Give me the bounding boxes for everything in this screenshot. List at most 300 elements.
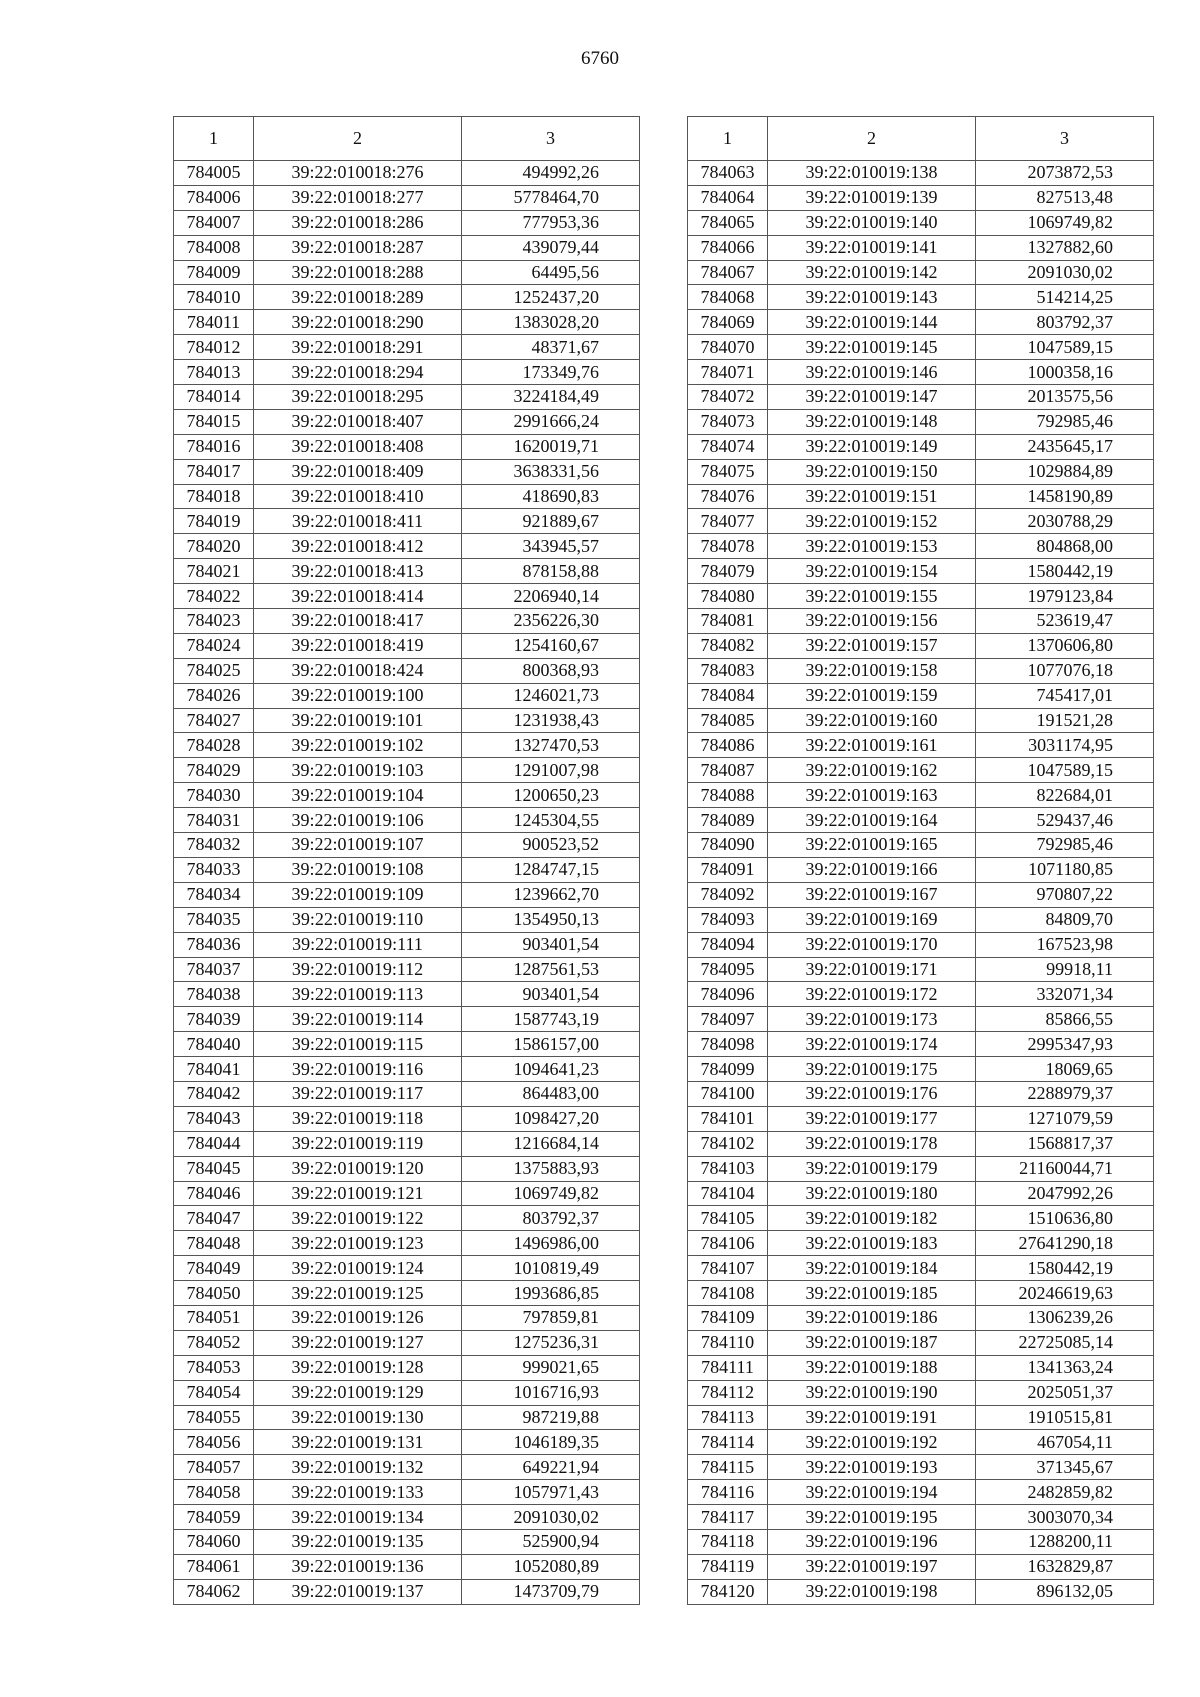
table-row (174, 210, 640, 235)
value-cell: 1047589,15 (976, 758, 1154, 783)
cadastral-number-cell: 39:22:010019:143 (768, 285, 976, 310)
cadastral-number-cell: 39:22:010019:156 (768, 609, 976, 634)
value-cell: 529437,46 (976, 808, 1154, 833)
cadastral-number-cell: 39:22:010018:288 (254, 260, 462, 285)
row-number-cell: 784103 (688, 1156, 768, 1181)
table-row (174, 882, 640, 907)
value-cell: 1284747,15 (462, 857, 640, 882)
table-row (174, 1181, 640, 1206)
table-row (174, 1256, 640, 1281)
cadastral-number-cell: 39:22:010019:161 (768, 733, 976, 758)
value-cell: 1288200,11 (976, 1529, 1154, 1554)
cadastral-number-cell: 39:22:010019:151 (768, 484, 976, 509)
cadastral-number-cell: 39:22:010019:196 (768, 1529, 976, 1554)
row-number-cell: 784033 (174, 857, 254, 882)
value-cell: 2091030,02 (976, 260, 1154, 285)
cadastral-number-cell: 39:22:010019:192 (768, 1430, 976, 1455)
table-row (688, 1355, 1154, 1380)
cadastral-number-cell: 39:22:010019:109 (254, 882, 462, 907)
table-row (688, 1081, 1154, 1106)
cadastral-number-cell: 39:22:010019:129 (254, 1380, 462, 1405)
column-header-3: 3 (462, 117, 640, 161)
cadastral-number-cell: 39:22:010019:187 (768, 1330, 976, 1355)
cadastral-number-cell: 39:22:010019:113 (254, 982, 462, 1007)
value-cell: 1383028,20 (462, 310, 640, 335)
row-number-cell: 784078 (688, 534, 768, 559)
table-row (688, 1554, 1154, 1579)
row-number-cell: 784017 (174, 459, 254, 484)
cadastral-number-cell: 39:22:010019:173 (768, 1007, 976, 1032)
row-number-cell: 784030 (174, 783, 254, 808)
table-row (174, 633, 640, 658)
table-row (174, 1156, 640, 1181)
table-row (688, 882, 1154, 907)
row-number-cell: 784046 (174, 1181, 254, 1206)
table-row (688, 335, 1154, 360)
row-number-cell: 784085 (688, 708, 768, 733)
right-data-table (687, 116, 1154, 1605)
value-cell: 18069,65 (976, 1057, 1154, 1082)
row-number-cell: 784116 (688, 1480, 768, 1505)
row-number-cell: 784091 (688, 857, 768, 882)
table-row (688, 584, 1154, 609)
value-cell: 525900,94 (462, 1529, 640, 1554)
column-header-3: 3 (976, 117, 1154, 161)
cadastral-number-cell: 39:22:010019:127 (254, 1330, 462, 1355)
value-cell: 27641290,18 (976, 1231, 1154, 1256)
cadastral-number-cell: 39:22:010019:154 (768, 559, 976, 584)
value-cell: 22725085,14 (976, 1330, 1154, 1355)
table-row (688, 683, 1154, 708)
cadastral-number-cell: 39:22:010019:117 (254, 1081, 462, 1106)
value-cell: 2356226,30 (462, 609, 640, 634)
value-cell: 1458190,89 (976, 484, 1154, 509)
row-number-cell: 784092 (688, 882, 768, 907)
cadastral-number-cell: 39:22:010019:148 (768, 409, 976, 434)
cadastral-number-cell: 39:22:010019:188 (768, 1355, 976, 1380)
row-number-cell: 784011 (174, 310, 254, 335)
table-row (174, 1032, 640, 1057)
row-number-cell: 784022 (174, 584, 254, 609)
cadastral-number-cell: 39:22:010019:190 (768, 1380, 976, 1405)
cadastral-number-cell: 39:22:010019:167 (768, 882, 976, 907)
cadastral-number-cell: 39:22:010019:125 (254, 1281, 462, 1306)
value-cell: 1291007,98 (462, 758, 640, 783)
table-row (688, 708, 1154, 733)
value-cell: 822684,01 (976, 783, 1154, 808)
value-cell: 804868,00 (976, 534, 1154, 559)
value-cell: 1496986,00 (462, 1231, 640, 1256)
value-cell: 1016716,93 (462, 1380, 640, 1405)
table-row (688, 658, 1154, 683)
table-row (174, 484, 640, 509)
row-number-cell: 784112 (688, 1380, 768, 1405)
row-number-cell: 784035 (174, 907, 254, 932)
value-cell: 3638331,56 (462, 459, 640, 484)
row-number-cell: 784045 (174, 1156, 254, 1181)
table-row (688, 1231, 1154, 1256)
table-row (688, 1380, 1154, 1405)
cadastral-number-cell: 39:22:010018:287 (254, 235, 462, 260)
row-number-cell: 784086 (688, 733, 768, 758)
row-number-cell: 784117 (688, 1505, 768, 1530)
table-row (174, 161, 640, 186)
value-cell: 1057971,43 (462, 1480, 640, 1505)
cadastral-number-cell: 39:22:010019:158 (768, 658, 976, 683)
value-cell: 439079,44 (462, 235, 640, 260)
value-cell: 1341363,24 (976, 1355, 1154, 1380)
cadastral-number-cell: 39:22:010019:115 (254, 1032, 462, 1057)
row-number-cell: 784055 (174, 1405, 254, 1430)
value-cell: 1580442,19 (976, 1256, 1154, 1281)
row-number-cell: 784104 (688, 1181, 768, 1206)
table-row (688, 409, 1154, 434)
value-cell: 332071,34 (976, 982, 1154, 1007)
value-cell: 1979123,84 (976, 584, 1154, 609)
table-row (174, 733, 640, 758)
cadastral-number-cell: 39:22:010019:153 (768, 534, 976, 559)
cadastral-number-cell: 39:22:010018:413 (254, 559, 462, 584)
table-row (174, 310, 640, 335)
cadastral-number-cell: 39:22:010018:414 (254, 584, 462, 609)
row-number-cell: 784006 (174, 185, 254, 210)
table-row (174, 1430, 640, 1455)
table-row (174, 434, 640, 459)
cadastral-number-cell: 39:22:010019:110 (254, 907, 462, 932)
table-row (688, 360, 1154, 385)
row-number-cell: 784023 (174, 609, 254, 634)
table-row (174, 335, 640, 360)
table-row (174, 1529, 640, 1554)
row-number-cell: 784016 (174, 434, 254, 459)
row-number-cell: 784107 (688, 1256, 768, 1281)
value-cell: 1200650,23 (462, 783, 640, 808)
table-row (174, 857, 640, 882)
cadastral-number-cell: 39:22:010019:171 (768, 957, 976, 982)
table-row (688, 185, 1154, 210)
value-cell: 777953,36 (462, 210, 640, 235)
row-number-cell: 784036 (174, 932, 254, 957)
row-number-cell: 784080 (688, 584, 768, 609)
row-number-cell: 784057 (174, 1455, 254, 1480)
cadastral-number-cell: 39:22:010019:178 (768, 1131, 976, 1156)
table-row (174, 509, 640, 534)
table-row (174, 907, 640, 932)
value-cell: 1587743,19 (462, 1007, 640, 1032)
row-number-cell: 784081 (688, 609, 768, 634)
cadastral-number-cell: 39:22:010018:290 (254, 310, 462, 335)
row-number-cell: 784075 (688, 459, 768, 484)
column-header-1: 1 (688, 117, 768, 161)
table-row (688, 310, 1154, 335)
value-cell: 2482859,82 (976, 1480, 1154, 1505)
cadastral-number-cell: 39:22:010019:119 (254, 1131, 462, 1156)
value-cell: 649221,94 (462, 1455, 640, 1480)
cadastral-number-cell: 39:22:010019:132 (254, 1455, 462, 1480)
value-cell: 2013575,56 (976, 385, 1154, 410)
cadastral-number-cell: 39:22:010019:174 (768, 1032, 976, 1057)
cadastral-number-cell: 39:22:010018:411 (254, 509, 462, 534)
table-row (688, 957, 1154, 982)
value-cell: 1047589,15 (976, 335, 1154, 360)
value-cell: 2288979,37 (976, 1081, 1154, 1106)
cadastral-number-cell: 39:22:010018:289 (254, 285, 462, 310)
table-row (174, 1231, 640, 1256)
row-number-cell: 784076 (688, 484, 768, 509)
cadastral-number-cell: 39:22:010018:408 (254, 434, 462, 459)
table-row (174, 1405, 640, 1430)
value-cell: 173349,76 (462, 360, 640, 385)
column-header-2: 2 (254, 117, 462, 161)
cadastral-number-cell: 39:22:010018:424 (254, 658, 462, 683)
value-cell: 2206940,14 (462, 584, 640, 609)
table-row (174, 683, 640, 708)
left-table-body (174, 161, 640, 1605)
value-cell: 1327470,53 (462, 733, 640, 758)
row-number-cell: 784105 (688, 1206, 768, 1231)
row-number-cell: 784054 (174, 1380, 254, 1405)
cadastral-number-cell: 39:22:010019:107 (254, 833, 462, 858)
cadastral-number-cell: 39:22:010019:126 (254, 1305, 462, 1330)
table-row (688, 434, 1154, 459)
value-cell: 1046189,35 (462, 1430, 640, 1455)
column-header-2: 2 (768, 117, 976, 161)
cadastral-number-cell: 39:22:010019:176 (768, 1081, 976, 1106)
cadastral-number-cell: 39:22:010019:102 (254, 733, 462, 758)
cadastral-number-cell: 39:22:010019:150 (768, 459, 976, 484)
value-cell: 1306239,26 (976, 1305, 1154, 1330)
row-number-cell: 784102 (688, 1131, 768, 1156)
value-cell: 797859,81 (462, 1305, 640, 1330)
value-cell: 2091030,02 (462, 1505, 640, 1530)
cadastral-number-cell: 39:22:010019:118 (254, 1106, 462, 1131)
table-row (174, 1305, 640, 1330)
cadastral-number-cell: 39:22:010019:177 (768, 1106, 976, 1131)
row-number-cell: 784005 (174, 161, 254, 186)
value-cell: 1580442,19 (976, 559, 1154, 584)
value-cell: 792985,46 (976, 409, 1154, 434)
value-cell: 2073872,53 (976, 161, 1154, 186)
table-row (174, 658, 640, 683)
value-cell: 1098427,20 (462, 1106, 640, 1131)
table-row (688, 758, 1154, 783)
table-row (174, 1480, 640, 1505)
cadastral-number-cell: 39:22:010019:124 (254, 1256, 462, 1281)
cadastral-number-cell: 39:22:010019:185 (768, 1281, 976, 1306)
table-row (174, 534, 640, 559)
row-number-cell: 784007 (174, 210, 254, 235)
row-number-cell: 784038 (174, 982, 254, 1007)
row-number-cell: 784034 (174, 882, 254, 907)
cadastral-number-cell: 39:22:010019:103 (254, 758, 462, 783)
cadastral-number-cell: 39:22:010019:157 (768, 633, 976, 658)
table-row (174, 185, 640, 210)
value-cell: 514214,25 (976, 285, 1154, 310)
value-cell: 3003070,34 (976, 1505, 1154, 1530)
row-number-cell: 784018 (174, 484, 254, 509)
table-row (174, 360, 640, 385)
cadastral-number-cell: 39:22:010019:184 (768, 1256, 976, 1281)
table-row (174, 1455, 640, 1480)
left-data-table (173, 116, 640, 1605)
table-row (688, 509, 1154, 534)
value-cell: 1632829,87 (976, 1554, 1154, 1579)
row-number-cell: 784100 (688, 1081, 768, 1106)
value-cell: 1231938,43 (462, 708, 640, 733)
cadastral-number-cell: 39:22:010019:122 (254, 1206, 462, 1231)
row-number-cell: 784056 (174, 1430, 254, 1455)
table-row (174, 1081, 640, 1106)
value-cell: 48371,67 (462, 335, 640, 360)
table-row (174, 409, 640, 434)
value-cell: 2047992,26 (976, 1181, 1154, 1206)
cadastral-number-cell: 39:22:010018:294 (254, 360, 462, 385)
row-number-cell: 784013 (174, 360, 254, 385)
table-row (688, 1579, 1154, 1604)
cadastral-number-cell: 39:22:010019:169 (768, 907, 976, 932)
table-row (688, 1405, 1154, 1430)
cadastral-number-cell: 39:22:010019:135 (254, 1529, 462, 1554)
value-cell: 1246021,73 (462, 683, 640, 708)
cadastral-number-cell: 39:22:010019:142 (768, 260, 976, 285)
value-cell: 1370606,80 (976, 633, 1154, 658)
cadastral-number-cell: 39:22:010019:114 (254, 1007, 462, 1032)
row-number-cell: 784095 (688, 957, 768, 982)
row-number-cell: 784021 (174, 559, 254, 584)
cadastral-number-cell: 39:22:010019:123 (254, 1231, 462, 1256)
value-cell: 1271079,59 (976, 1106, 1154, 1131)
value-cell: 1327882,60 (976, 235, 1154, 260)
row-number-cell: 784058 (174, 1480, 254, 1505)
table-row (688, 1430, 1154, 1455)
value-cell: 343945,57 (462, 534, 640, 559)
cadastral-number-cell: 39:22:010019:175 (768, 1057, 976, 1082)
value-cell: 1275236,31 (462, 1330, 640, 1355)
table-row (688, 1305, 1154, 1330)
table-header-row (688, 117, 1154, 161)
cadastral-number-cell: 39:22:010019:134 (254, 1505, 462, 1530)
table-row (688, 932, 1154, 957)
row-number-cell: 784098 (688, 1032, 768, 1057)
row-number-cell: 784015 (174, 409, 254, 434)
table-row (174, 609, 640, 634)
value-cell: 418690,83 (462, 484, 640, 509)
table-row (174, 459, 640, 484)
value-cell: 1910515,81 (976, 1405, 1154, 1430)
table-row (688, 1281, 1154, 1306)
cadastral-number-cell: 39:22:010019:159 (768, 683, 976, 708)
table-row (174, 982, 640, 1007)
value-cell: 792985,46 (976, 833, 1154, 858)
row-number-cell: 784060 (174, 1529, 254, 1554)
cadastral-number-cell: 39:22:010019:147 (768, 385, 976, 410)
cadastral-number-cell: 39:22:010019:194 (768, 1480, 976, 1505)
value-cell: 1239662,70 (462, 882, 640, 907)
value-cell: 878158,88 (462, 559, 640, 584)
row-number-cell: 784049 (174, 1256, 254, 1281)
table-row (174, 1330, 640, 1355)
value-cell: 1077076,18 (976, 658, 1154, 683)
row-number-cell: 784008 (174, 235, 254, 260)
cadastral-number-cell: 39:22:010019:193 (768, 1455, 976, 1480)
table-row (174, 1206, 640, 1231)
table-row (688, 1505, 1154, 1530)
value-cell: 827513,48 (976, 185, 1154, 210)
value-cell: 1069749,82 (462, 1181, 640, 1206)
table-row (174, 1554, 640, 1579)
row-number-cell: 784096 (688, 982, 768, 1007)
table-row (688, 260, 1154, 285)
table-row (174, 708, 640, 733)
value-cell: 803792,37 (976, 310, 1154, 335)
row-number-cell: 784028 (174, 733, 254, 758)
cadastral-number-cell: 39:22:010019:141 (768, 235, 976, 260)
row-number-cell: 784120 (688, 1579, 768, 1604)
table-row (688, 459, 1154, 484)
cadastral-number-cell: 39:22:010018:286 (254, 210, 462, 235)
table-row (688, 1206, 1154, 1231)
cadastral-number-cell: 39:22:010019:183 (768, 1231, 976, 1256)
row-number-cell: 784077 (688, 509, 768, 534)
value-cell: 1354950,13 (462, 907, 640, 932)
cadastral-number-cell: 39:22:010019:163 (768, 783, 976, 808)
row-number-cell: 784043 (174, 1106, 254, 1131)
cadastral-number-cell: 39:22:010019:197 (768, 1554, 976, 1579)
table-row (688, 1181, 1154, 1206)
cadastral-number-cell: 39:22:010019:145 (768, 335, 976, 360)
row-number-cell: 784010 (174, 285, 254, 310)
value-cell: 20246619,63 (976, 1281, 1154, 1306)
cadastral-number-cell: 39:22:010018:417 (254, 609, 462, 634)
row-number-cell: 784093 (688, 907, 768, 932)
row-number-cell: 784113 (688, 1405, 768, 1430)
value-cell: 1071180,85 (976, 857, 1154, 882)
table-row (688, 161, 1154, 186)
table-row (688, 1057, 1154, 1082)
cadastral-number-cell: 39:22:010019:160 (768, 708, 976, 733)
table-row (174, 833, 640, 858)
table-row (688, 1131, 1154, 1156)
table-row (174, 559, 640, 584)
row-number-cell: 784115 (688, 1455, 768, 1480)
row-number-cell: 784067 (688, 260, 768, 285)
value-cell: 900523,52 (462, 833, 640, 858)
value-cell: 1473709,79 (462, 1579, 640, 1604)
row-number-cell: 784026 (174, 683, 254, 708)
row-number-cell: 784084 (688, 683, 768, 708)
table-row (688, 808, 1154, 833)
value-cell: 1069749,82 (976, 210, 1154, 235)
value-cell: 21160044,71 (976, 1156, 1154, 1181)
table-row (174, 260, 640, 285)
table-row (688, 1455, 1154, 1480)
row-number-cell: 784025 (174, 658, 254, 683)
row-number-cell: 784048 (174, 1231, 254, 1256)
cadastral-number-cell: 39:22:010018:412 (254, 534, 462, 559)
table-row (688, 907, 1154, 932)
table-row (174, 1355, 640, 1380)
value-cell: 1216684,14 (462, 1131, 640, 1156)
table-row (688, 982, 1154, 1007)
cadastral-number-cell: 39:22:010019:136 (254, 1554, 462, 1579)
cadastral-number-cell: 39:22:010019:138 (768, 161, 976, 186)
cadastral-number-cell: 39:22:010019:146 (768, 360, 976, 385)
table-row (688, 1529, 1154, 1554)
cadastral-number-cell: 39:22:010019:191 (768, 1405, 976, 1430)
row-number-cell: 784029 (174, 758, 254, 783)
cadastral-number-cell: 39:22:010019:104 (254, 783, 462, 808)
table-row (688, 285, 1154, 310)
